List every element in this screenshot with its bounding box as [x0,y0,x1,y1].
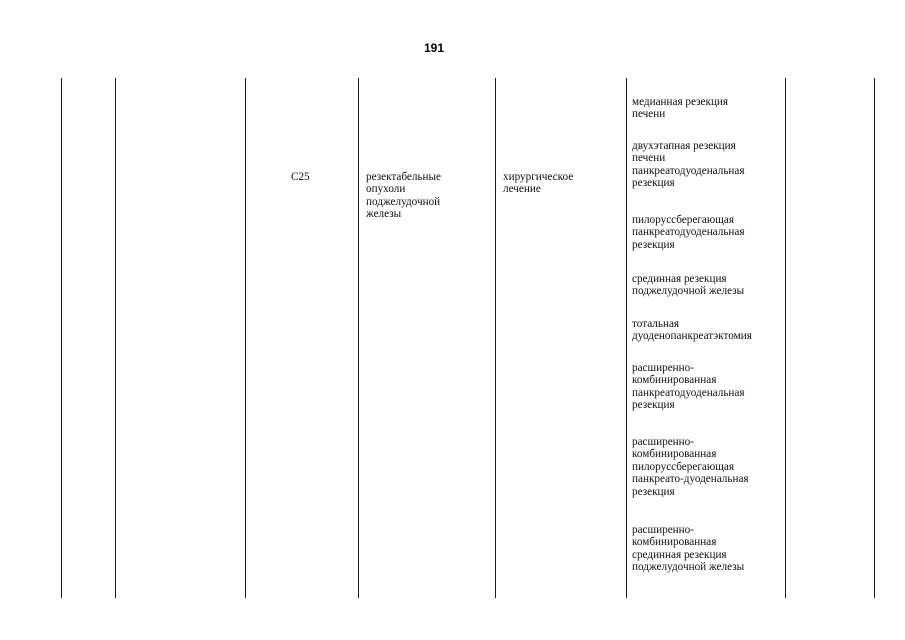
procedure-item: двухэтапная резекция печени панкреатодуоденальная резекция [632,140,745,190]
treatment-type-cell: хирургическое лечение [503,171,574,196]
procedure-item: срединная резекция поджелудочной железы [632,273,745,298]
column-border [874,78,875,598]
column-border [785,78,786,598]
procedure-item: расширенно- комбинированная пилоруссберегающая панкреато-дуоденальная резекция [632,436,749,498]
column-border [245,78,246,598]
procedure-item: медианная резекция печени [632,96,729,121]
column-border [115,78,116,598]
icd-code-cell: C25 [291,171,310,183]
page-number: 191 [423,41,445,55]
diagnosis-cell: резектабельные опухоли поджелудочной железы [366,171,442,221]
procedure-item: расширенно- комбинированная панкреатодуоденальная резекция [632,362,745,412]
column-border [61,78,62,598]
procedure-item: тотальная дуоденопанкреатэктомия [632,318,752,343]
procedure-item: пилоруссберегающая панкреатодуоденальная резекция [632,214,745,251]
column-border [358,78,359,598]
column-border [626,78,627,598]
procedure-item: расширенно- комбинированная срединная резекция поджелудочной железы [632,524,745,574]
column-border [495,78,496,598]
